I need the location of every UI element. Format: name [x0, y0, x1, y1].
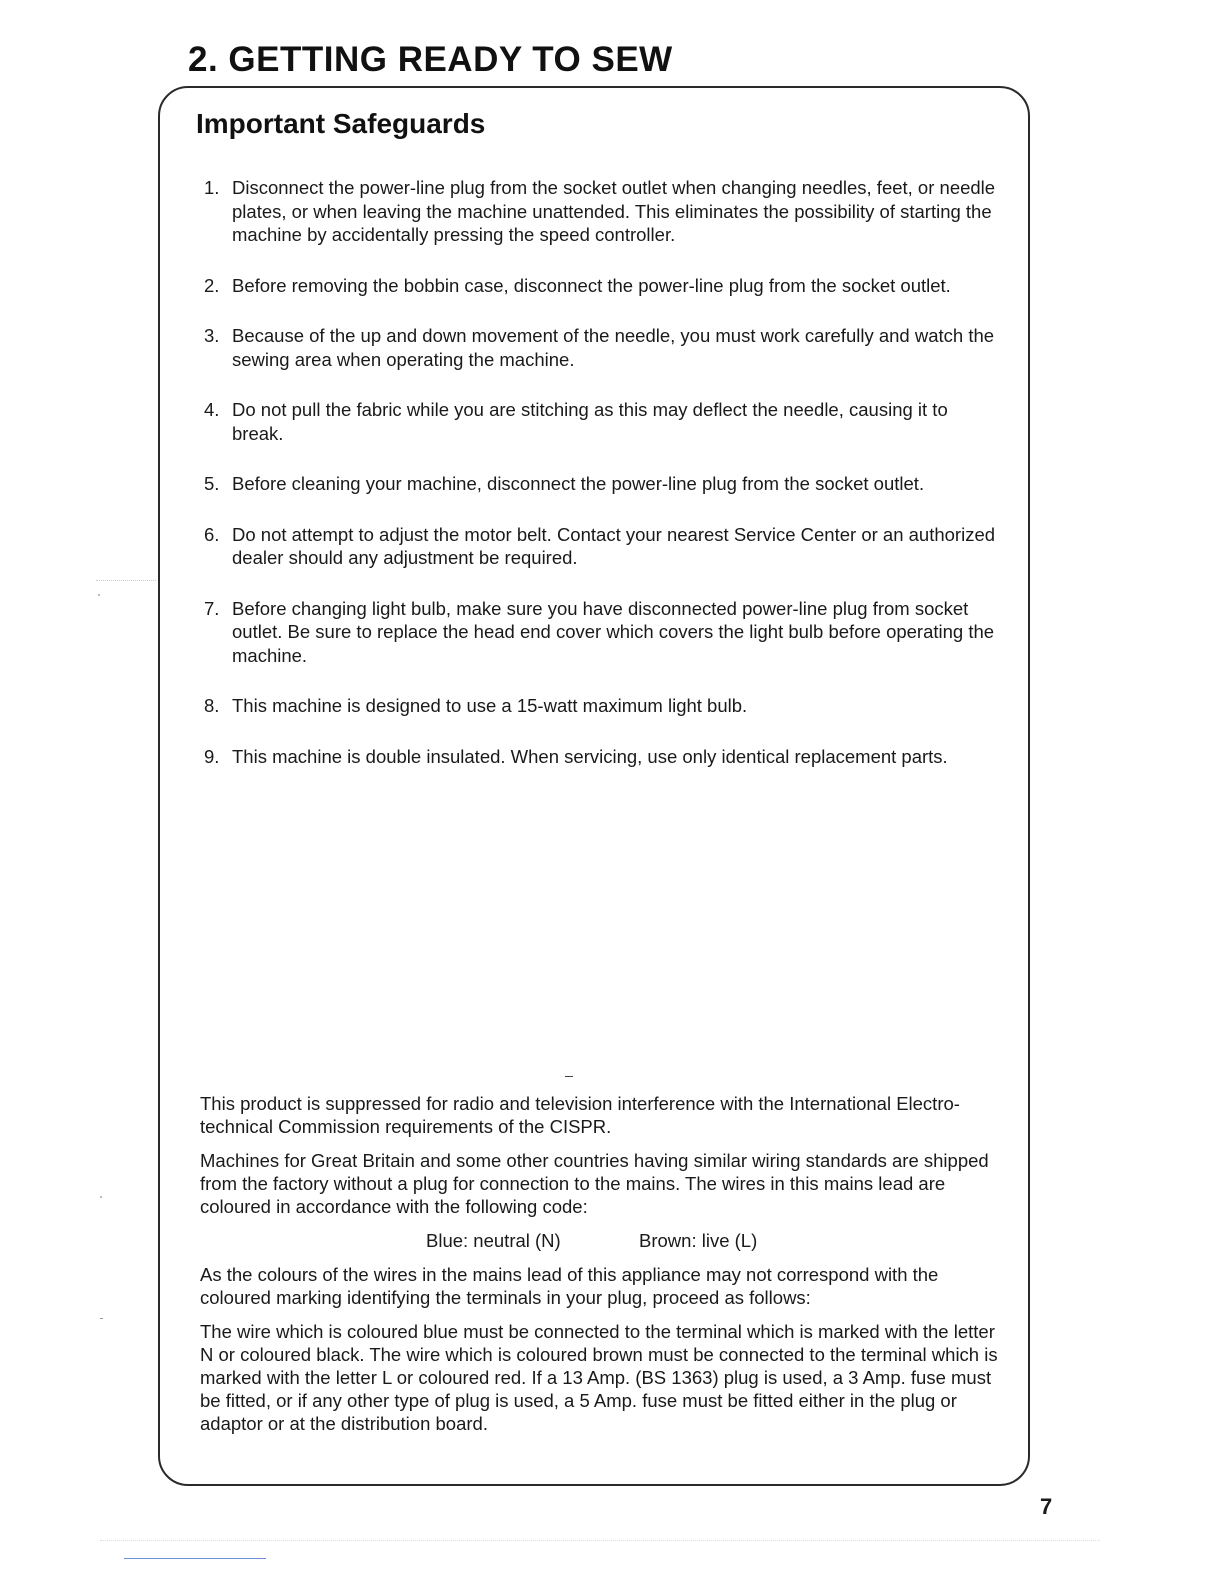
chapter-title: 2. GETTING READY TO SEW [188, 40, 673, 79]
scan-speck [100, 1318, 103, 1319]
safeguard-item [200, 745, 1000, 769]
wire-code-blue: Blue: neutral (N) [426, 1230, 561, 1251]
safeguard-item [200, 398, 1000, 445]
item-text: Before changing light bulb, make sure you have disconnected power-line plug from socket outlet. Be sure to replace the head end cover which covers the light bulb before operating the machine. [232, 597, 995, 666]
wire-colour-code [200, 1229, 1000, 1252]
section-title: Important Safeguards [196, 108, 486, 139]
wiring-notice [200, 1092, 1000, 1446]
item-text: Before cleaning your machine, disconnect the power-line plug from the socket outlet. [232, 473, 925, 494]
item-number: 1. [204, 177, 220, 198]
item-text: Do not attempt to adjust the motor belt. Contact your nearest Service Center or an authorized dealer should any adjustment be required. [232, 523, 996, 568]
colours-note-paragraph: As the colours of the wires in the mains lead of this appliance may not correspond with the coloured marking identifying the terminals in your plug, proceed as follows: [200, 1264, 939, 1308]
item-number: 8. [204, 695, 220, 716]
safeguard-item [200, 523, 1000, 570]
safeguard-item [200, 694, 1000, 718]
scan-underline [124, 1558, 266, 1559]
item-number: 7. [204, 597, 220, 619]
item-number: 4. [204, 399, 220, 420]
scan-speck [100, 1540, 1100, 1542]
item-text: This machine is double insulated. When servicing, use only identical replacement parts. [232, 745, 948, 767]
interference-paragraph: This product is suppressed for radio and television interference with the International Electro-technical Commission requirements of the CISPR. [200, 1093, 960, 1137]
item-text: This machine is designed to use a 15-watt maximum light bulb. [232, 695, 748, 716]
item-text: Do not pull the fabric while you are stitching as this may deflect the needle, causing it to break. [232, 399, 948, 444]
wire-code-brown: Brown: live (L) [639, 1230, 758, 1251]
wiring-instructions-paragraph: The wire which is coloured blue must be connected to the terminal which is marked with the letter N or coloured black. The wire which is coloured brown must be connected to the terminal which is marked with the letter L or coloured red. If a 13 Amp. (BS 1363) plug is used, a 3 Amp. fuse must be fitted, or if any other type of plug is used, a 5 Amp. fuse must be fitted either in the plug or adaptor or at the distribution board. [200, 1321, 998, 1434]
scan-speck [96, 580, 156, 582]
scan-speck [100, 1196, 102, 1198]
item-text: Disconnect the power-line plug from the socket outlet when changing needles, feet, or needle plates, or when leaving the machine unattended. This eliminates the possibility of starting the machine by accidentally pressing the speed controller. [232, 177, 996, 245]
safeguard-item [200, 472, 1000, 496]
item-number: 9. [204, 745, 220, 767]
page-number: 7 [1040, 1494, 1053, 1519]
item-number: 2. [204, 274, 220, 296]
item-number: 3. [204, 325, 220, 346]
safeguards-list [200, 176, 1000, 795]
item-number: 5. [204, 473, 220, 494]
wiring-intro-paragraph: Machines for Great Britain and some other countries having similar wiring standards are shipped from the factory without a plug for connection to the mains. The wires in this mains lead are coloured in accordance with the following code: [200, 1150, 989, 1217]
separator-dash [565, 1076, 573, 1077]
safeguard-item [200, 324, 1000, 371]
safeguard-item [200, 597, 1000, 668]
scan-speck [98, 594, 100, 596]
safeguard-item [200, 176, 1000, 247]
item-text: Because of the up and down movement of the needle, you must work carefully and watch the sewing area when operating the machine. [232, 325, 995, 370]
item-number: 6. [204, 523, 220, 545]
safeguard-item [200, 274, 1000, 298]
item-text: Before removing the bobbin case, disconnect the power-line plug from the socket outlet. [232, 274, 951, 296]
